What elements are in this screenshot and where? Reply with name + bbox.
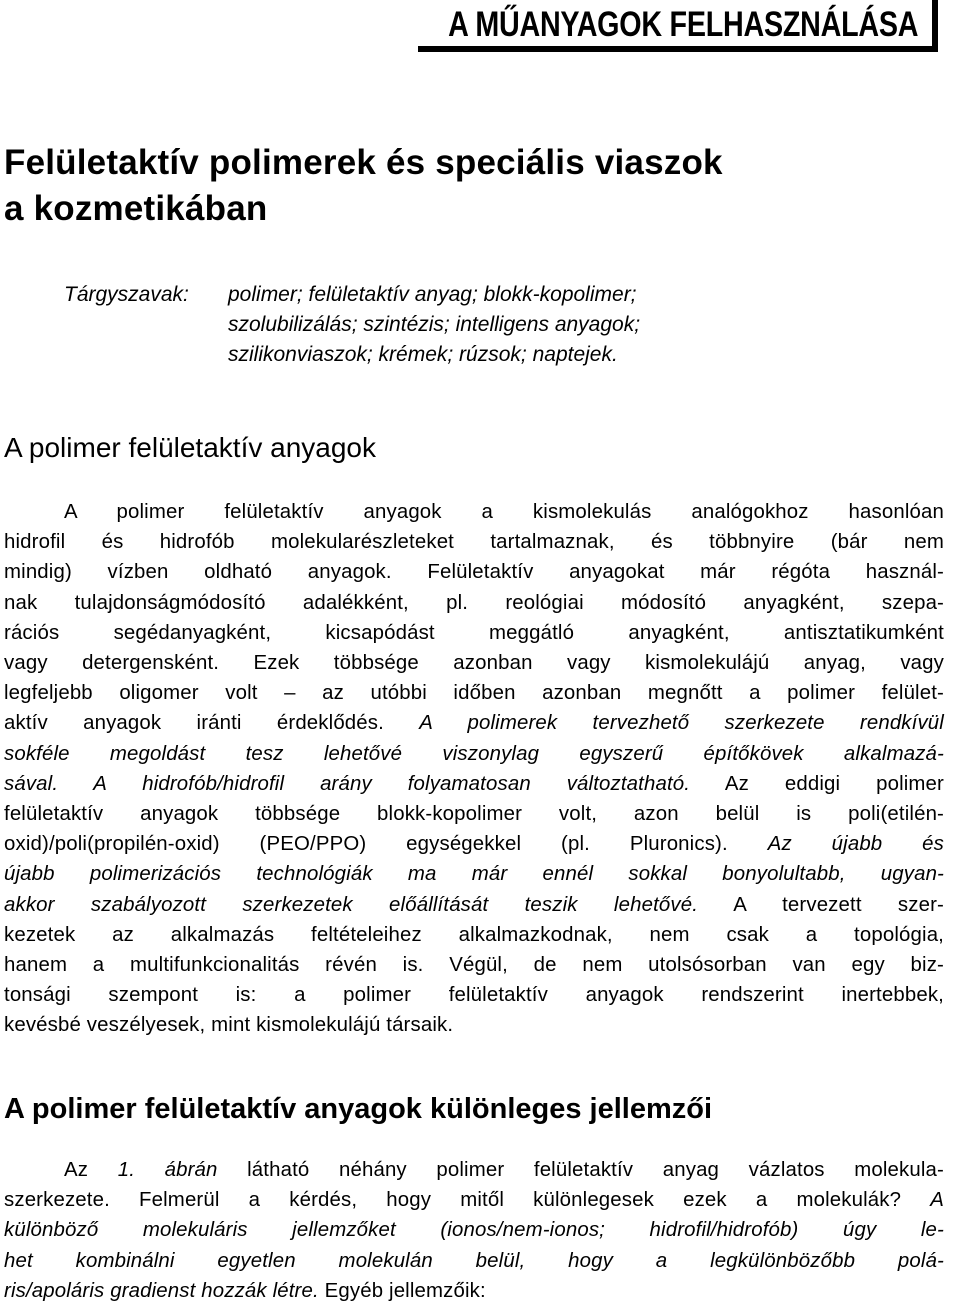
- running-header: [418, 0, 938, 52]
- text-run: nak tulajdonságmódosító adalékként, pl. reológiai módosító anyagként, szepa-: [4, 591, 944, 614]
- text-line: [4, 739, 944, 769]
- text-line: [4, 588, 944, 618]
- text-run: hanem a multifunkcionalitás révén is. Végül, de nem utolsósorban van egy biz-: [4, 954, 944, 977]
- text-run: Egyéb jellemzőik:: [318, 1279, 486, 1302]
- text-line: [4, 1185, 944, 1215]
- section-2-paragraph: [4, 1155, 944, 1306]
- italic-run: 1. ábrán: [117, 1159, 218, 1181]
- italic-run: het kombinálni egyetlen molekulán belül, hogy a legkülönbözőbb polá-: [4, 1249, 944, 1272]
- italic-run: A polimerek tervezhető szerkezete rendkívül: [419, 712, 944, 735]
- text-line: [4, 769, 944, 799]
- italic-run: akkor szabályozott szerkezetek előállítását teszik lehetővé.: [4, 893, 699, 916]
- keywords-line-3: szilikonviaszok; krémek; rúzsok; naptejek.: [228, 343, 618, 366]
- text-line: [4, 950, 944, 980]
- text-line: [4, 618, 944, 648]
- article-title: [4, 140, 723, 232]
- text-line: [4, 648, 944, 678]
- italic-run: sokféle megoldást tesz lehetővé viszonylag egyszerű építőkövek alkalmazá-: [4, 742, 944, 765]
- text-run: kevésbé veszélyesek, mint kismolekulájú társaik.: [4, 1014, 454, 1037]
- italic-run: Az újabb és: [767, 833, 945, 856]
- text-line: [4, 980, 944, 1010]
- text-run: szerkezete. Felmerül a kérdés, hogy mitől különlegesek ezek a molekulák?: [4, 1189, 931, 1212]
- text-run: hidrofil és hidrofób molekularészleteket tartalmaznak, és többnyire (bár nem: [4, 531, 944, 554]
- text-run: felületaktív anyagok többsége blokk-kopolimer volt, azon belül is poli(etilén-: [4, 803, 944, 826]
- text-line: [4, 557, 944, 587]
- text-run: vagy detergensként. Ezek többsége azonban vagy kismolekulájú anyag, vagy: [4, 652, 944, 675]
- text-run: Az: [64, 1159, 118, 1181]
- text-line: [4, 1276, 944, 1306]
- text-line: [4, 890, 944, 920]
- keywords-line-1: polimer; felületaktív anyag; blokk-kopolimer;: [228, 283, 637, 306]
- text-run: Az eddigi polimer: [690, 772, 944, 795]
- text-run: oxid)/poli(propilén-oxid) (PEO/PPO) egységekkel (pl. Pluronics).: [4, 833, 768, 856]
- italic-run: sával. A hidrofób/hidrofil arány folyamatosan változtatható.: [4, 772, 691, 795]
- italic-run: újabb polimerizációs technológiák ma már ennél sokkal bonyolultabb, ugyan-: [4, 863, 944, 886]
- text-line: [4, 527, 944, 557]
- text-line: [4, 799, 944, 829]
- keywords-label: Tárgyszavak:: [64, 283, 189, 306]
- text-line: [4, 678, 944, 708]
- text-line: [4, 829, 944, 859]
- section-heading-1: A polimer felületaktív anyagok: [4, 432, 376, 463]
- text-line: [4, 859, 944, 889]
- text-run: mindig) vízben oldható anyagok. Felületaktív anyagokat már régóta használ-: [4, 561, 944, 584]
- article-title-line-2: a kozmetikában: [4, 189, 268, 228]
- keywords-block: [64, 280, 640, 370]
- text-run: A polimer felületaktív anyagok a kismolekulás analógokhoz hasonlóan: [64, 501, 944, 523]
- text-line: [4, 1246, 944, 1276]
- text-run: látható néhány polimer felületaktív anyag vázlatos molekula-: [217, 1159, 944, 1181]
- text-run: A tervezett szer-: [698, 893, 944, 916]
- text-line: [4, 1155, 944, 1185]
- article-title-line-1: Felületaktív polimerek és speciális viaszok: [4, 143, 723, 182]
- text-run: kezetek az alkalmazás feltételeihez alkalmazkodnak, nem csak a topológia,: [4, 923, 944, 946]
- text-run: legfeljebb oligomer volt – az utóbbi időben azonban megnőtt a polimer felület-: [4, 682, 944, 705]
- text-line: [4, 1010, 944, 1040]
- italic-run: ris/apoláris gradienst hozzák létre.: [4, 1279, 319, 1302]
- section-heading-2: A polimer felületaktív anyagok különleges jellemzői: [4, 1093, 713, 1125]
- keywords-line-2: szolubilizálás; szintézis; intelligens anyagok;: [228, 313, 641, 336]
- italic-run: különböző molekuláris jellemzőket (ionos/nem-ionos; hidrofil/hidrofób) úgy le-: [4, 1219, 944, 1242]
- section-1-paragraph: [4, 497, 944, 1041]
- text-line: [4, 708, 944, 738]
- text-line: [4, 920, 944, 950]
- running-header-title: A MŰANYAGOK FELHASZNÁLÁSA: [447, 5, 918, 44]
- text-run: rációs segédanyagként, kicsapódást meggátló anyagként, antisztatikumként: [4, 621, 944, 644]
- text-run: aktív anyagok iránti érdeklődés.: [4, 712, 420, 735]
- text-run: tonsági szempont is: a polimer felületaktív anyagok rendszerint inertebbek,: [4, 984, 944, 1007]
- text-line: [4, 1215, 944, 1245]
- text-line: [4, 497, 944, 527]
- italic-run: A: [930, 1189, 944, 1212]
